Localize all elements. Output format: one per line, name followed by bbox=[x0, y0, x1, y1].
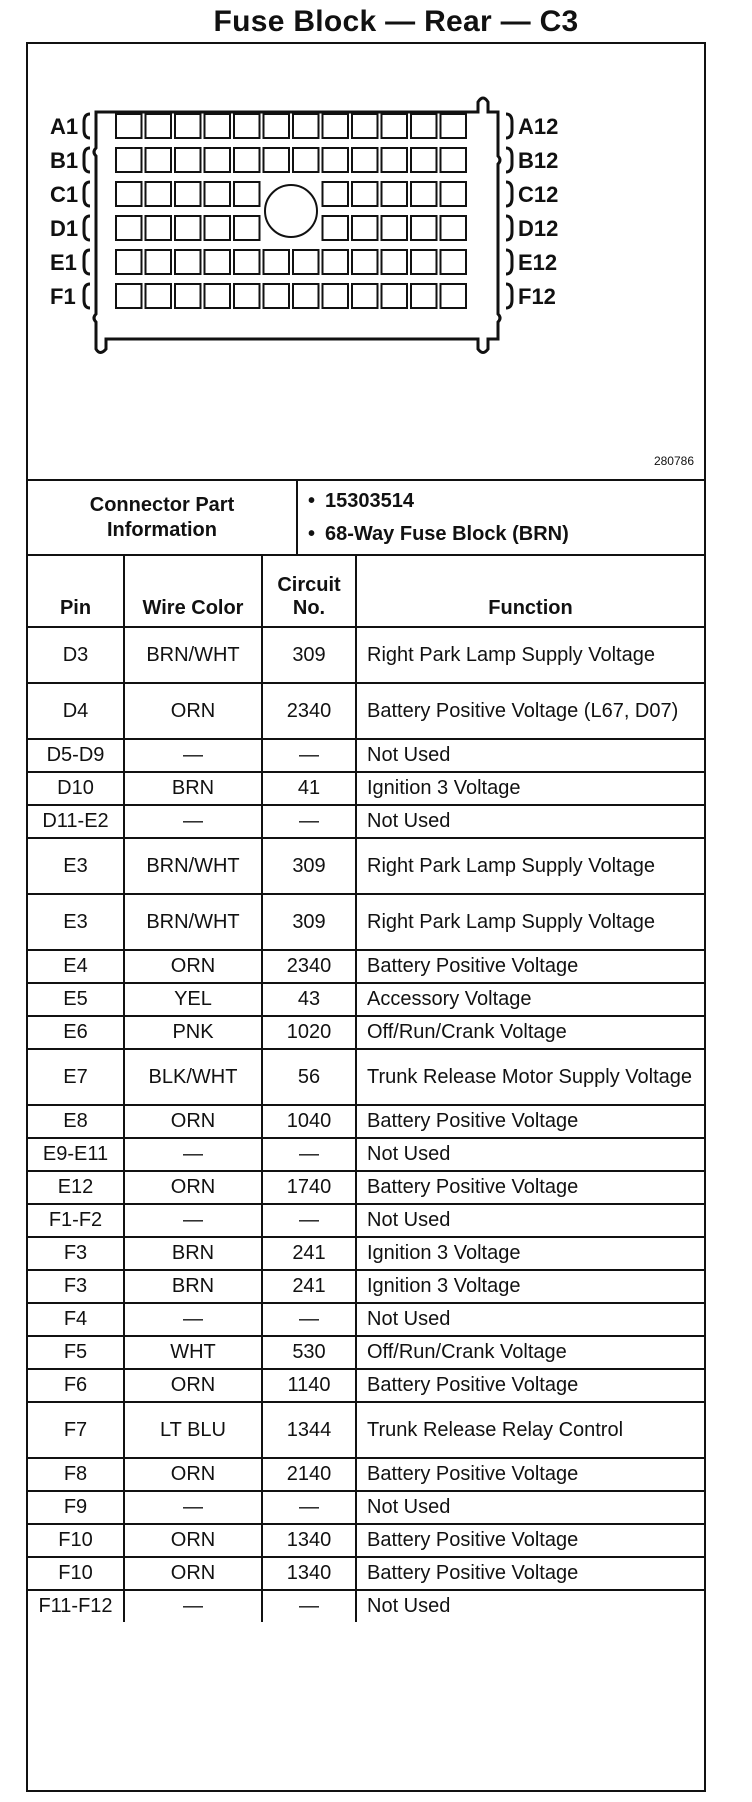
row-label-left: B1 bbox=[50, 148, 79, 173]
circuit-cell: — bbox=[262, 1590, 356, 1622]
wire-color-cell: — bbox=[124, 1590, 262, 1622]
table-row bbox=[28, 1336, 704, 1369]
figure-number: 280786 bbox=[653, 454, 694, 468]
fuse-cavity bbox=[411, 216, 437, 240]
circuit-cell: 1040 bbox=[262, 1105, 356, 1138]
function-cell: Not Used bbox=[356, 1204, 704, 1237]
table-row bbox=[28, 894, 704, 950]
circuit-cell: 1340 bbox=[262, 1557, 356, 1590]
connector-housing bbox=[94, 98, 500, 353]
fuse-cavity bbox=[264, 114, 290, 138]
fuse-cavity bbox=[116, 250, 142, 274]
connector-info-item: • 15303514 bbox=[308, 485, 569, 518]
circuit-cell: 41 bbox=[262, 772, 356, 805]
fuse-cavity bbox=[146, 182, 172, 206]
table-row bbox=[28, 1402, 704, 1458]
wire-color-cell: — bbox=[124, 1138, 262, 1171]
pin-cell: F5 bbox=[28, 1336, 124, 1369]
fuse-cavity bbox=[352, 216, 378, 240]
table-header-row bbox=[28, 555, 704, 627]
pinout-table bbox=[28, 554, 704, 1622]
fuse-cavity bbox=[175, 114, 201, 138]
circuit-cell: 1340 bbox=[262, 1524, 356, 1557]
fuse-cavity bbox=[411, 250, 437, 274]
row-bracket-left bbox=[84, 114, 90, 138]
fuse-cavity bbox=[116, 114, 142, 138]
header-circuit-no: Circuit No. bbox=[262, 555, 356, 627]
table-row bbox=[28, 838, 704, 894]
function-cell: Not Used bbox=[356, 1590, 704, 1622]
fuse-cavity bbox=[441, 148, 467, 172]
row-bracket-right bbox=[506, 148, 512, 172]
table-body bbox=[28, 627, 704, 1622]
fuse-cavity bbox=[382, 114, 408, 138]
table-row bbox=[28, 627, 704, 683]
row-label-left: E1 bbox=[50, 250, 77, 275]
function-cell: Battery Positive Voltage (L67, D07) bbox=[356, 683, 704, 739]
fuse-cavity bbox=[116, 182, 142, 206]
function-cell: Trunk Release Relay Control bbox=[356, 1402, 704, 1458]
row-bracket-right bbox=[506, 250, 512, 274]
circuit-cell: 1344 bbox=[262, 1402, 356, 1458]
wire-color-cell: — bbox=[124, 1303, 262, 1336]
circuit-cell: 530 bbox=[262, 1336, 356, 1369]
circuit-cell: 309 bbox=[262, 894, 356, 950]
fuse-cavity bbox=[234, 114, 260, 138]
pin-cell: E3 bbox=[28, 838, 124, 894]
fuse-cavity bbox=[441, 250, 467, 274]
pin-cell: F10 bbox=[28, 1557, 124, 1590]
fuse-cavity bbox=[352, 148, 378, 172]
connector-info-label: Connector Part Information bbox=[28, 481, 298, 554]
function-cell: Not Used bbox=[356, 1138, 704, 1171]
table-row bbox=[28, 1105, 704, 1138]
fuse-cavity bbox=[323, 114, 349, 138]
wire-color-cell: — bbox=[124, 1204, 262, 1237]
function-cell: Not Used bbox=[356, 1491, 704, 1524]
row-bracket-left bbox=[84, 216, 90, 240]
fuse-cavity bbox=[234, 250, 260, 274]
circuit-cell: — bbox=[262, 1491, 356, 1524]
pin-cell: F4 bbox=[28, 1303, 124, 1336]
circuit-cell: 43 bbox=[262, 983, 356, 1016]
circuit-cell: 2340 bbox=[262, 683, 356, 739]
circuit-cell: 241 bbox=[262, 1237, 356, 1270]
circuit-cell: 2140 bbox=[262, 1458, 356, 1491]
row-bracket-left bbox=[84, 182, 90, 206]
fuse-cavity bbox=[234, 182, 260, 206]
wire-color-cell: YEL bbox=[124, 983, 262, 1016]
wire-color-cell: — bbox=[124, 805, 262, 838]
header-function: Function bbox=[356, 555, 704, 627]
connector-frame bbox=[26, 42, 706, 1792]
row-bracket-left bbox=[84, 284, 90, 308]
table-row bbox=[28, 1458, 704, 1491]
fuse-cavity bbox=[323, 250, 349, 274]
pin-cell: E4 bbox=[28, 950, 124, 983]
table-row bbox=[28, 1237, 704, 1270]
pin-cell: D3 bbox=[28, 627, 124, 683]
table-row bbox=[28, 1171, 704, 1204]
row-bracket-right bbox=[506, 284, 512, 308]
row-label-right: F12 bbox=[518, 284, 556, 309]
wire-color-cell: — bbox=[124, 1491, 262, 1524]
fuse-cavity bbox=[411, 284, 437, 308]
fuse-cavity bbox=[411, 182, 437, 206]
wire-color-cell: ORN bbox=[124, 1557, 262, 1590]
pin-cell: F10 bbox=[28, 1524, 124, 1557]
function-cell: Trunk Release Motor Supply Voltage bbox=[356, 1049, 704, 1105]
row-bracket-right bbox=[506, 114, 512, 138]
fuse-cavity bbox=[382, 284, 408, 308]
table-row bbox=[28, 1590, 704, 1622]
connector-info-list bbox=[308, 485, 569, 551]
wire-color-cell: ORN bbox=[124, 1458, 262, 1491]
wire-color-cell: BRN/WHT bbox=[124, 627, 262, 683]
row-label-left: A1 bbox=[50, 114, 79, 139]
wire-color-cell: ORN bbox=[124, 683, 262, 739]
fuse-cavity bbox=[382, 148, 408, 172]
wire-color-cell: ORN bbox=[124, 1171, 262, 1204]
wire-color-cell: WHT bbox=[124, 1336, 262, 1369]
row-bracket-right bbox=[506, 216, 512, 240]
function-cell: Ignition 3 Voltage bbox=[356, 1237, 704, 1270]
row-label-left: F1 bbox=[50, 284, 76, 309]
wire-color-cell: BRN bbox=[124, 1270, 262, 1303]
function-cell: Battery Positive Voltage bbox=[356, 1105, 704, 1138]
fuse-cavity bbox=[323, 182, 349, 206]
wire-color-cell: BRN/WHT bbox=[124, 838, 262, 894]
table-row bbox=[28, 983, 704, 1016]
fuse-cavity bbox=[234, 148, 260, 172]
fuse-cavity bbox=[175, 216, 201, 240]
circuit-cell: 1740 bbox=[262, 1171, 356, 1204]
table-row bbox=[28, 805, 704, 838]
table-row bbox=[28, 1138, 704, 1171]
circuit-cell: — bbox=[262, 1303, 356, 1336]
fuse-cavity bbox=[205, 148, 231, 172]
row-label-left: C1 bbox=[50, 182, 79, 207]
function-cell: Off/Run/Crank Voltage bbox=[356, 1336, 704, 1369]
function-cell: Battery Positive Voltage bbox=[356, 1369, 704, 1402]
table-row bbox=[28, 1303, 704, 1336]
function-cell: Right Park Lamp Supply Voltage bbox=[356, 838, 704, 894]
fuse-cavity bbox=[146, 216, 172, 240]
fuse-cavity bbox=[293, 250, 319, 274]
wire-color-cell: BRN bbox=[124, 772, 262, 805]
fuse-cavity bbox=[175, 148, 201, 172]
pin-cell: E5 bbox=[28, 983, 124, 1016]
circuit-cell: — bbox=[262, 739, 356, 772]
pin-cell: D11-E2 bbox=[28, 805, 124, 838]
fuse-cavity bbox=[175, 284, 201, 308]
row-label-right: C12 bbox=[518, 182, 559, 207]
fuse-cavity bbox=[205, 114, 231, 138]
wire-color-cell: PNK bbox=[124, 1016, 262, 1049]
fuse-cavity bbox=[264, 148, 290, 172]
circuit-cell: — bbox=[262, 1204, 356, 1237]
function-cell: Battery Positive Voltage bbox=[356, 1171, 704, 1204]
fuse-cavity bbox=[441, 216, 467, 240]
row-label-right: E12 bbox=[518, 250, 558, 275]
pin-cell: F1-F2 bbox=[28, 1204, 124, 1237]
wire-color-cell: — bbox=[124, 739, 262, 772]
center-cavity bbox=[265, 185, 317, 237]
pin-cell: E9-E11 bbox=[28, 1138, 124, 1171]
fuse-cavity bbox=[146, 114, 172, 138]
function-cell: Not Used bbox=[356, 739, 704, 772]
circuit-cell: 1020 bbox=[262, 1016, 356, 1049]
function-cell: Accessory Voltage bbox=[356, 983, 704, 1016]
fuse-cavity bbox=[352, 284, 378, 308]
wire-color-cell: LT BLU bbox=[124, 1402, 262, 1458]
connector-face-drawing bbox=[28, 44, 704, 479]
fuse-cavity bbox=[293, 284, 319, 308]
pin-cell: F3 bbox=[28, 1270, 124, 1303]
pin-cell: E6 bbox=[28, 1016, 124, 1049]
fuse-cavity bbox=[411, 114, 437, 138]
function-cell: Right Park Lamp Supply Voltage bbox=[356, 894, 704, 950]
row-bracket-left bbox=[84, 148, 90, 172]
fuse-cavity bbox=[146, 284, 172, 308]
wire-color-cell: ORN bbox=[124, 1105, 262, 1138]
function-cell: Battery Positive Voltage bbox=[356, 1557, 704, 1590]
page-title: Fuse Block — Rear — C3 bbox=[213, 5, 579, 38]
fuse-cavity bbox=[382, 182, 408, 206]
row-label-right: D12 bbox=[518, 216, 559, 241]
table-row bbox=[28, 1369, 704, 1402]
pin-cell: F9 bbox=[28, 1491, 124, 1524]
fuse-cavity bbox=[146, 250, 172, 274]
function-cell: Battery Positive Voltage bbox=[356, 1458, 704, 1491]
pin-cell: E3 bbox=[28, 894, 124, 950]
pin-cell: F8 bbox=[28, 1458, 124, 1491]
wire-color-cell: BLK/WHT bbox=[124, 1049, 262, 1105]
fuse-cavity bbox=[352, 114, 378, 138]
table-row bbox=[28, 1049, 704, 1105]
wire-color-cell: BRN bbox=[124, 1237, 262, 1270]
fuse-cavity bbox=[382, 216, 408, 240]
pin-cell: E12 bbox=[28, 1171, 124, 1204]
table-row bbox=[28, 1016, 704, 1049]
table-row bbox=[28, 772, 704, 805]
fuse-cavity bbox=[382, 250, 408, 274]
fuse-cavity bbox=[323, 284, 349, 308]
pin-cell: F7 bbox=[28, 1402, 124, 1458]
fuse-cavity bbox=[441, 182, 467, 206]
fuse-cavity bbox=[205, 182, 231, 206]
wire-color-cell: ORN bbox=[124, 950, 262, 983]
table-row bbox=[28, 1491, 704, 1524]
row-bracket-right bbox=[506, 182, 512, 206]
row-bracket-left bbox=[84, 250, 90, 274]
connector-diagram bbox=[28, 44, 704, 479]
fuse-cavity bbox=[205, 284, 231, 308]
fuse-cavity bbox=[323, 216, 349, 240]
wire-color-cell: BRN/WHT bbox=[124, 894, 262, 950]
function-cell: Not Used bbox=[356, 1303, 704, 1336]
fuse-cavity bbox=[264, 250, 290, 274]
table-row bbox=[28, 683, 704, 739]
circuit-cell: 1140 bbox=[262, 1369, 356, 1402]
fuse-cavity bbox=[234, 216, 260, 240]
pin-cell: E8 bbox=[28, 1105, 124, 1138]
fuse-cavity bbox=[264, 284, 290, 308]
row-label-left: D1 bbox=[50, 216, 79, 241]
fuse-cavity bbox=[411, 148, 437, 172]
circuit-cell: 56 bbox=[262, 1049, 356, 1105]
fuse-cavity bbox=[293, 114, 319, 138]
pin-cell: F11-F12 bbox=[28, 1590, 124, 1622]
header-wire-color: Wire Color bbox=[124, 555, 262, 627]
fuse-cavity bbox=[441, 114, 467, 138]
fuse-cavity bbox=[323, 148, 349, 172]
function-cell: Ignition 3 Voltage bbox=[356, 772, 704, 805]
circuit-cell: 309 bbox=[262, 627, 356, 683]
circuit-cell: — bbox=[262, 1138, 356, 1171]
fuse-cavity bbox=[352, 250, 378, 274]
header-pin: Pin bbox=[28, 555, 124, 627]
fuse-cavity bbox=[175, 182, 201, 206]
wire-color-cell: ORN bbox=[124, 1524, 262, 1557]
fuse-cavity bbox=[441, 284, 467, 308]
fuse-cavity bbox=[116, 284, 142, 308]
fuse-cavity bbox=[293, 148, 319, 172]
fuse-cavity bbox=[234, 284, 260, 308]
fuse-cavity bbox=[352, 182, 378, 206]
circuit-cell: 2340 bbox=[262, 950, 356, 983]
table-row bbox=[28, 1557, 704, 1590]
fuse-cavity bbox=[205, 250, 231, 274]
function-cell: Right Park Lamp Supply Voltage bbox=[356, 627, 704, 683]
function-cell: Not Used bbox=[356, 805, 704, 838]
row-label-right: B12 bbox=[518, 148, 559, 173]
fuse-cavity bbox=[116, 148, 142, 172]
pin-cell: D5-D9 bbox=[28, 739, 124, 772]
function-cell: Battery Positive Voltage bbox=[356, 950, 704, 983]
fuse-cavity bbox=[175, 250, 201, 274]
pin-cell: F3 bbox=[28, 1237, 124, 1270]
pin-cell: F6 bbox=[28, 1369, 124, 1402]
function-cell: Battery Positive Voltage bbox=[356, 1524, 704, 1557]
wire-color-cell: ORN bbox=[124, 1369, 262, 1402]
circuit-cell: 241 bbox=[262, 1270, 356, 1303]
table-row bbox=[28, 950, 704, 983]
row-label-right: A12 bbox=[518, 114, 559, 139]
fuse-cavity bbox=[205, 216, 231, 240]
fuse-cavity bbox=[116, 216, 142, 240]
table-row bbox=[28, 1524, 704, 1557]
table-row bbox=[28, 1270, 704, 1303]
circuit-cell: 309 bbox=[262, 838, 356, 894]
function-cell: Off/Run/Crank Voltage bbox=[356, 1016, 704, 1049]
pin-cell: D10 bbox=[28, 772, 124, 805]
connector-info-item: • 68-Way Fuse Block (BRN) bbox=[308, 518, 569, 551]
circuit-cell: — bbox=[262, 805, 356, 838]
pin-cell: D4 bbox=[28, 683, 124, 739]
pin-cell: E7 bbox=[28, 1049, 124, 1105]
table-row bbox=[28, 739, 704, 772]
fuse-cavity bbox=[146, 148, 172, 172]
connector-part-info bbox=[28, 479, 704, 554]
function-cell: Ignition 3 Voltage bbox=[356, 1270, 704, 1303]
table-row bbox=[28, 1204, 704, 1237]
